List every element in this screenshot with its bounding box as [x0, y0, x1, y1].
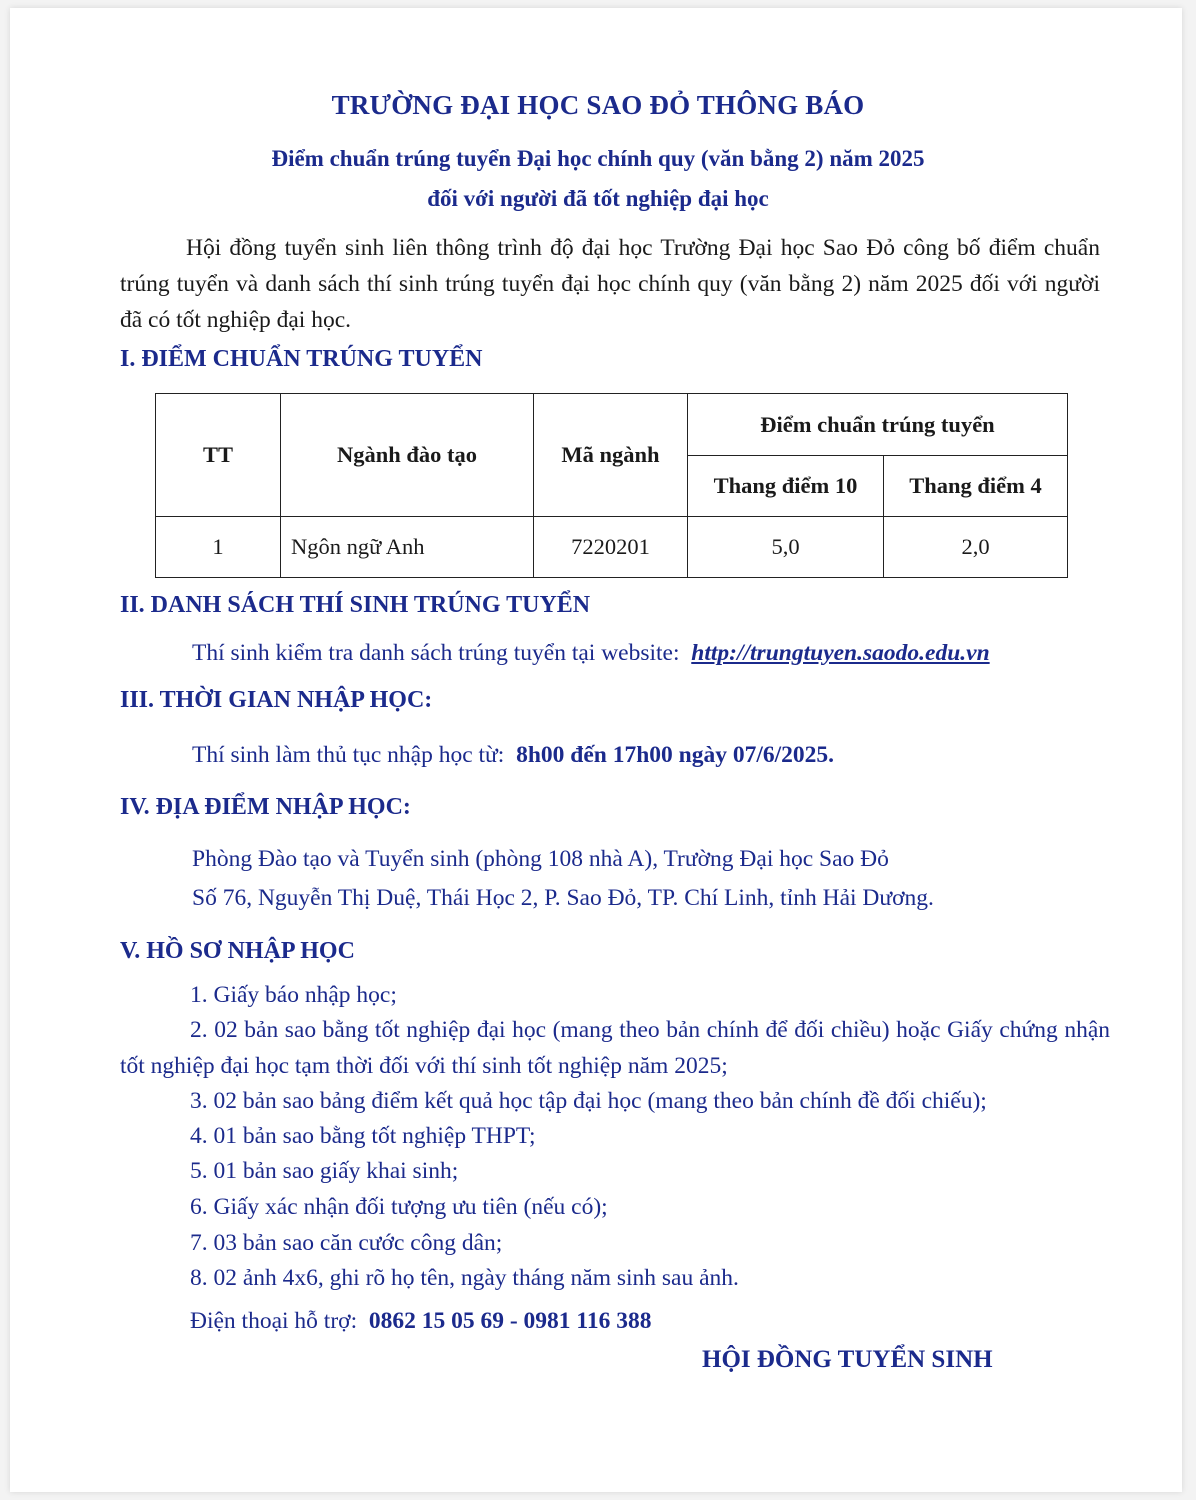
page-title: TRƯỜNG ĐẠI HỌC SAO ĐỎ THÔNG BÁO: [331, 90, 865, 120]
address-line-1: Phòng Đào tạo và Tuyển sinh (phòng 108 nhà A), Trường Đại học Sao Đỏ: [192, 846, 889, 872]
results-website-link[interactable]: http://trungtuyen.saodo.edu.vn: [691, 640, 990, 666]
cell-major: Ngôn ngữ Anh: [281, 517, 534, 578]
list-item: 6. Giấy xác nhận đối tượng ưu tiên (nếu có);: [190, 1194, 608, 1220]
list-item: 5. 01 bản sao giấy khai sinh;: [190, 1158, 459, 1184]
cell-scale10: 5,0: [688, 517, 884, 578]
section3-text: Thí sinh làm thủ tục nhập học từ:: [192, 742, 505, 768]
subtitle-line-2: đối với người đã tốt nghiệp đại học: [427, 186, 769, 211]
table-header-tt: TT: [156, 394, 281, 517]
enrollment-time: 8h00 đến 17h00 ngày 07/6/2025.: [516, 742, 835, 768]
phone-label: Điện thoại hỗ trợ:: [190, 1308, 358, 1334]
section3-line: [192, 742, 834, 769]
cell-scale4: 2,0: [884, 517, 1068, 578]
list-item: 4. 01 bản sao bằng tốt nghiệp THPT;: [190, 1123, 536, 1149]
table-header-code: Mã ngành: [534, 394, 688, 517]
table-row: [156, 517, 1068, 578]
cutoff-score-table: [155, 393, 1068, 578]
list-item: 1. Giấy báo nhập học;: [190, 982, 397, 1008]
phone-numbers: 0862 15 05 69 - 0981 116 388: [368, 1308, 652, 1334]
section3-heading: III. THỜI GIAN NHẬP HỌC:: [120, 687, 433, 713]
table-header-scale10: Thang điểm 10: [688, 456, 884, 517]
signature-block: HỘI ĐỒNG TUYỂN SINH: [702, 1346, 993, 1373]
table-header-major: Ngành đào tạo: [281, 394, 534, 517]
section4-heading: IV. ĐỊA ĐIỂM NHẬP HỌC:: [120, 794, 411, 820]
intro-paragraph: Hội đồng tuyển sinh liên thông trình độ đại học Trường Đại học Sao Đỏ công bố điểm chuẩn trúng tuyển và danh sách thí sinh trúng tuyển đại học chính quy (văn bằng 2) năm 2025 đối với người đã có tốt nghiệp đại học.: [120, 235, 1100, 333]
list-item: 7. 03 bản sao căn cước công dân;: [190, 1230, 503, 1256]
cell-code: 7220201: [534, 517, 688, 578]
address-line-2: Số 76, Nguyễn Thị Duệ, Thái Học 2, P. Sao Đỏ, TP. Chí Linh, tỉnh Hải Dương.: [192, 885, 934, 911]
list-item: 8. 02 ảnh 4x6, ghi rõ họ tên, ngày tháng năm sinh sau ảnh.: [190, 1265, 739, 1291]
section2-text: Thí sinh kiểm tra danh sách trúng tuyển tại website:: [192, 640, 680, 666]
cell-tt: 1: [156, 517, 281, 578]
support-phone-line: [190, 1308, 652, 1335]
table-header-score-group: Điểm chuẩn trúng tuyển: [688, 394, 1068, 456]
subtitle-line-1: Điểm chuẩn trúng tuyển Đại học chính quy (văn bằng 2) năm 2025: [271, 146, 925, 171]
section2-heading: II. DANH SÁCH THÍ SINH TRÚNG TUYỂN: [120, 592, 591, 618]
list-item: 2. 02 bản sao bằng tốt nghiệp đại học (mang theo bản chính để đối chiều) hoặc Giấy chứng nhận tốt nghiệp đại học tạm thời đối với thí sinh tốt nghiệp năm 2025;: [120, 1017, 1110, 1079]
section5-heading: V. HỒ SƠ NHẬP HỌC: [120, 938, 355, 964]
section2-line: [192, 640, 990, 667]
list-item: 3. 02 bản sao bảng điểm kết quả học tập đại học (mang theo bản chính đề đối chiếu);: [190, 1088, 987, 1114]
section1-heading: I. ĐIỂM CHUẨN TRÚNG TUYỂN: [120, 346, 483, 372]
table-header-scale4: Thang điểm 4: [884, 456, 1068, 517]
